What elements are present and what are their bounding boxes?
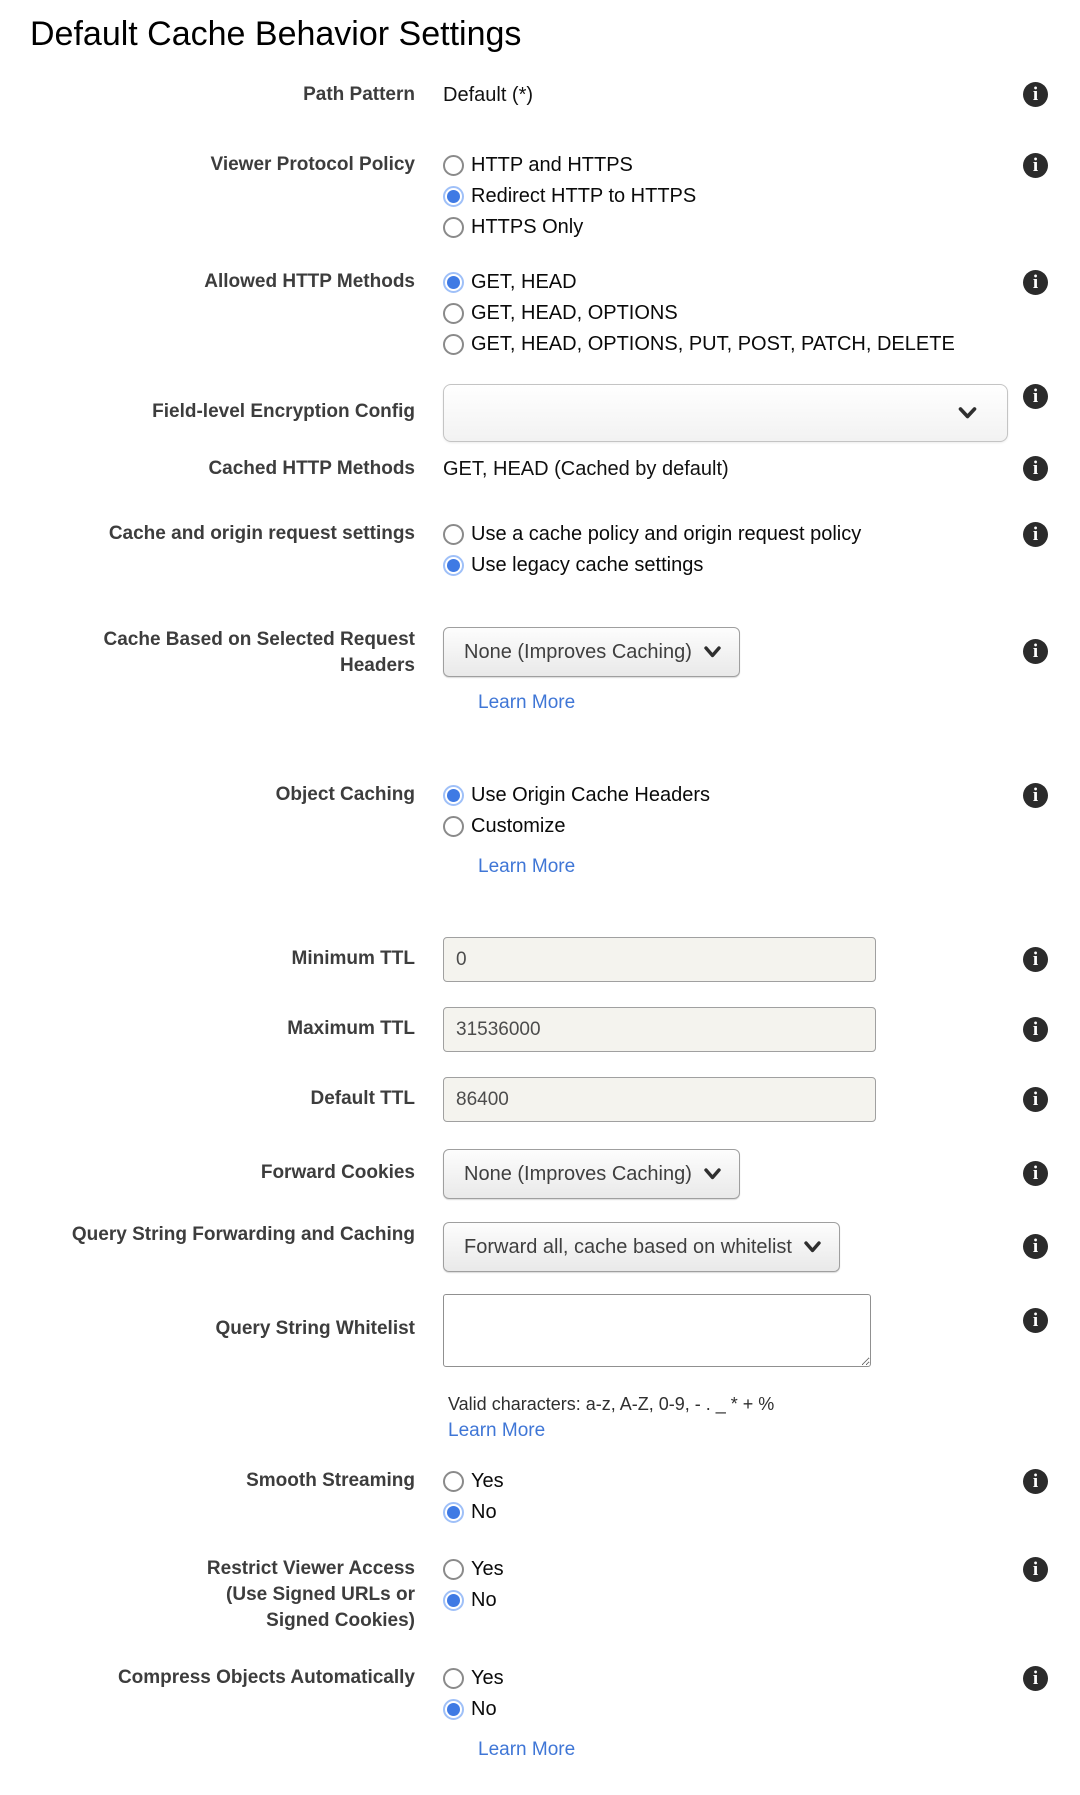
radio-button-icon[interactable]	[443, 816, 464, 837]
learn-more-link[interactable]: Learn More	[478, 856, 576, 877]
radio-button-icon[interactable]	[443, 1559, 464, 1580]
cached-http-methods-label: Cached HTTP Methods	[208, 458, 415, 479]
info-icon[interactable]	[1023, 1666, 1048, 1691]
info-icon[interactable]	[1023, 1161, 1048, 1186]
row-object-caching	[0, 780, 1080, 880]
radio-use-legacy-cache-settings[interactable]: Use legacy cache settings	[443, 550, 1023, 581]
row-minimum-ttl	[0, 937, 1080, 982]
radio-use-origin-cache-headers[interactable]: Use Origin Cache Headers	[443, 780, 1023, 811]
radio-button-icon[interactable]	[443, 1590, 464, 1611]
field-level-encryption-select[interactable]	[443, 384, 1008, 442]
radio-get-head-options-put-post-patch-delete[interactable]: GET, HEAD, OPTIONS, PUT, POST, PATCH, DELETE	[443, 329, 1023, 360]
viewer-protocol-policy-label: Viewer Protocol Policy	[210, 154, 415, 175]
valid-characters-hint: Valid characters: a-z, A-Z, 0-9, - . _ * + %	[448, 1394, 775, 1414]
row-cache-origin-settings	[0, 519, 1080, 581]
row-viewer-protocol-policy	[0, 150, 1080, 243]
radio-button-icon[interactable]	[443, 555, 464, 576]
info-icon[interactable]	[1023, 1234, 1048, 1259]
radio-restrict-viewer-access-yes[interactable]: Yes	[443, 1554, 1023, 1585]
row-compress-objects	[0, 1663, 1080, 1763]
info-icon[interactable]	[1023, 1469, 1048, 1494]
default-ttl-label: Default TTL	[310, 1088, 415, 1109]
forward-cookies-label: Forward Cookies	[260, 1162, 415, 1183]
row-path-pattern	[0, 82, 1080, 108]
allowed-http-methods-label: Allowed HTTP Methods	[204, 271, 415, 292]
radio-button-icon[interactable]	[443, 1471, 464, 1492]
object-caching-label: Object Caching	[275, 784, 415, 805]
cache-based-headers-dropdown[interactable]	[443, 627, 740, 677]
radio-customize[interactable]: Customize	[443, 811, 1023, 842]
learn-more-link[interactable]: Learn More	[478, 692, 576, 713]
page-title: Default Cache Behavior Settings	[30, 15, 522, 53]
path-pattern-label: Path Pattern	[303, 84, 415, 105]
cache-based-headers-value: None (Improves Caching)	[464, 640, 692, 663]
row-allowed-http-methods	[0, 267, 1080, 360]
radio-http-and-https[interactable]: HTTP and HTTPS	[443, 150, 1023, 181]
row-cached-http-methods	[0, 456, 1080, 482]
info-icon[interactable]	[1023, 783, 1048, 808]
radio-smooth-streaming-yes[interactable]: Yes	[443, 1466, 1023, 1497]
query-string-forwarding-value: Forward all, cache based on whitelist	[464, 1235, 792, 1258]
radio-button-icon[interactable]	[443, 785, 464, 806]
radio-button-icon[interactable]	[443, 334, 464, 355]
path-pattern-value: Default (*)	[443, 84, 534, 106]
radio-use-cache-policy[interactable]: Use a cache policy and origin request policy	[443, 519, 1023, 550]
radio-https-only[interactable]: HTTPS Only	[443, 212, 1023, 243]
row-forward-cookies	[0, 1149, 1080, 1199]
row-cache-based-headers	[0, 627, 1080, 716]
radio-button-icon[interactable]	[443, 1502, 464, 1523]
radio-restrict-viewer-access-no[interactable]: No	[443, 1585, 1023, 1616]
radio-button-icon[interactable]	[443, 524, 464, 545]
query-string-whitelist-textarea[interactable]	[443, 1294, 871, 1367]
query-string-forwarding-dropdown[interactable]	[443, 1222, 840, 1272]
radio-button-icon[interactable]	[443, 1668, 464, 1689]
radio-button-icon[interactable]	[443, 217, 464, 238]
forward-cookies-value: None (Improves Caching)	[464, 1162, 692, 1185]
info-icon[interactable]	[1023, 153, 1048, 178]
row-query-string-whitelist	[0, 1294, 1080, 1444]
row-smooth-streaming	[0, 1466, 1080, 1528]
radio-button-icon[interactable]	[443, 272, 464, 293]
info-icon[interactable]	[1023, 82, 1048, 107]
radio-get-head[interactable]: GET, HEAD	[443, 267, 1023, 298]
radio-redirect-http-to-https[interactable]: Redirect HTTP to HTTPS	[443, 181, 1023, 212]
settings-form	[0, 82, 1080, 1763]
row-default-ttl	[0, 1077, 1080, 1122]
info-icon[interactable]	[1023, 639, 1048, 664]
info-icon[interactable]	[1023, 1087, 1048, 1112]
info-icon[interactable]	[1023, 1308, 1048, 1333]
maximum-ttl-input[interactable]	[443, 1007, 876, 1052]
info-icon[interactable]	[1023, 1017, 1048, 1042]
row-restrict-viewer-access	[0, 1554, 1080, 1634]
row-field-level-encryption	[0, 384, 1080, 442]
radio-compress-objects-yes[interactable]: Yes	[443, 1663, 1023, 1694]
chevron-down-icon	[958, 407, 977, 420]
maximum-ttl-label: Maximum TTL	[287, 1018, 415, 1039]
info-icon[interactable]	[1023, 384, 1048, 409]
cache-based-headers-label: Cache Based on Selected Request Headers	[103, 629, 415, 676]
info-icon[interactable]	[1023, 522, 1048, 547]
forward-cookies-dropdown[interactable]	[443, 1149, 740, 1199]
query-string-forwarding-label: Query String Forwarding and Caching	[71, 1224, 415, 1245]
info-icon[interactable]	[1023, 947, 1048, 972]
info-icon[interactable]	[1023, 1557, 1048, 1582]
minimum-ttl-label: Minimum TTL	[291, 948, 415, 969]
radio-button-icon[interactable]	[443, 1699, 464, 1720]
learn-more-link[interactable]: Learn More	[478, 1739, 576, 1760]
row-query-string-forwarding	[0, 1222, 1080, 1272]
row-maximum-ttl	[0, 1007, 1080, 1052]
learn-more-link[interactable]: Learn More	[448, 1420, 546, 1441]
info-icon[interactable]	[1023, 270, 1048, 295]
radio-smooth-streaming-no[interactable]: No	[443, 1497, 1023, 1528]
info-icon[interactable]	[1023, 456, 1048, 481]
radio-button-icon[interactable]	[443, 155, 464, 176]
radio-get-head-options[interactable]: GET, HEAD, OPTIONS	[443, 298, 1023, 329]
chevron-down-icon	[704, 1168, 721, 1180]
cached-http-methods-value: GET, HEAD (Cached by default)	[443, 458, 729, 480]
radio-compress-objects-no[interactable]: No	[443, 1694, 1023, 1725]
chevron-down-icon	[704, 646, 721, 658]
restrict-viewer-access-label: Restrict Viewer Access (Use Signed URLs or Signed Cookies)	[206, 1558, 415, 1631]
smooth-streaming-label: Smooth Streaming	[246, 1470, 415, 1491]
minimum-ttl-input[interactable]	[443, 937, 876, 982]
cache-origin-settings-label: Cache and origin request settings	[108, 523, 415, 544]
compress-objects-label: Compress Objects Automatically	[117, 1667, 415, 1688]
default-ttl-input[interactable]	[443, 1077, 876, 1122]
radio-button-icon[interactable]	[443, 186, 464, 207]
query-string-whitelist-label: Query String Whitelist	[215, 1318, 415, 1339]
chevron-down-icon	[804, 1241, 821, 1253]
radio-button-icon[interactable]	[443, 303, 464, 324]
field-level-encryption-label: Field-level Encryption Config	[152, 401, 415, 422]
